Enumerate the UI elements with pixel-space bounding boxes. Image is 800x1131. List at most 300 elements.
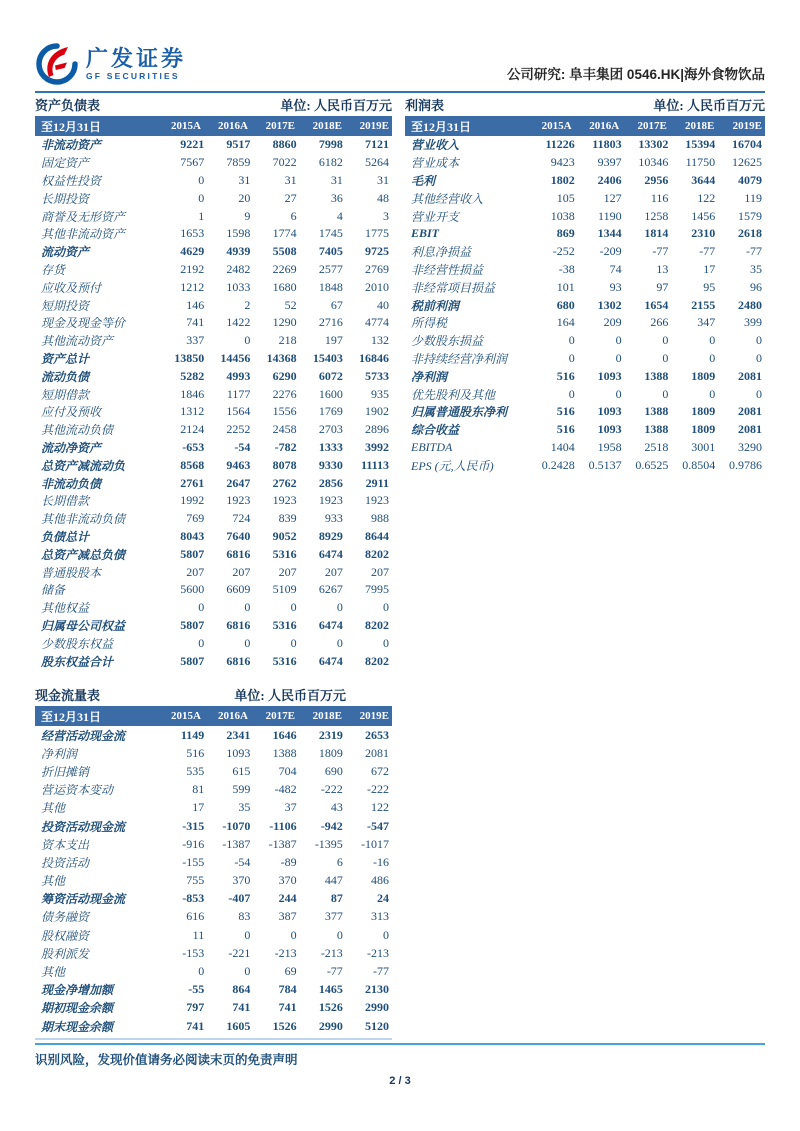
- cell-value: -222: [320, 782, 343, 797]
- cell-value: 1802: [550, 172, 575, 187]
- table-row: [35, 762, 392, 780]
- cell-value: 6474: [318, 653, 343, 668]
- cell-value: 0: [198, 635, 205, 650]
- row-label: 其他权益: [41, 601, 90, 616]
- cell-value: 1038: [550, 208, 575, 223]
- cell-value: -213: [274, 945, 297, 960]
- cell-value: 1745: [318, 226, 343, 241]
- table-row: [405, 350, 765, 368]
- table-title-row: [35, 686, 392, 706]
- cell-value: 83: [238, 909, 251, 924]
- table-row: [35, 510, 392, 528]
- cell-value: 0: [662, 386, 669, 401]
- cell-value: 2124: [180, 422, 205, 437]
- cell-value: 20: [238, 190, 251, 205]
- cell-value: 6: [336, 854, 343, 869]
- table-row: [405, 367, 765, 385]
- row-label: EBIT: [411, 226, 440, 241]
- cell-value: 1809: [691, 404, 716, 419]
- cell-value: -77: [699, 244, 716, 259]
- cell-value: -77: [745, 244, 762, 259]
- cell-value: 27: [284, 190, 297, 205]
- cell-value: 5733: [365, 368, 390, 383]
- cell-value: 48: [377, 190, 390, 205]
- cell-value: 101: [556, 279, 575, 294]
- cell-value: 8568: [180, 457, 205, 472]
- cell-value: 31: [238, 172, 251, 187]
- cell-value: 9725: [365, 244, 390, 259]
- cell-value: 207: [186, 564, 205, 579]
- cell-value: 1958: [597, 439, 622, 454]
- cell-value: 10346: [638, 155, 669, 170]
- cell-value: 2518: [644, 439, 669, 454]
- cell-value: 8860: [272, 137, 297, 152]
- cell-value: 4079: [737, 172, 762, 187]
- table-row: [405, 278, 765, 296]
- cell-value: -482: [274, 782, 297, 797]
- row-label: 归属普通股东净利: [411, 405, 508, 420]
- cell-value: 0.8504: [682, 457, 716, 472]
- row-label: 流动资产: [41, 245, 90, 260]
- cell-value: 2911: [365, 475, 390, 490]
- table-row: [35, 652, 392, 670]
- cell-value: -1070: [222, 818, 251, 833]
- row-label: 其他非流动资产: [41, 227, 126, 242]
- row-label: 非流动资产: [41, 138, 102, 153]
- cell-value: 1465: [318, 982, 343, 997]
- cell-value: 4629: [180, 244, 205, 259]
- cell-value: 7121: [365, 137, 390, 152]
- cell-value: 5508: [272, 244, 297, 259]
- cell-value: 2653: [365, 727, 390, 742]
- row-label: 折旧摊销: [41, 764, 90, 779]
- cell-value: 1212: [180, 279, 205, 294]
- cell-value: 4774: [365, 315, 390, 330]
- cell-value: 2647: [226, 475, 251, 490]
- table-row: [35, 439, 392, 457]
- cell-value: 6267: [318, 582, 343, 597]
- cell-value: 9052: [272, 528, 297, 543]
- cell-value: 52: [284, 297, 297, 312]
- cell-value: 690: [324, 763, 343, 778]
- row-label: 应收及预付: [41, 280, 102, 295]
- header-year: 2019E: [359, 120, 389, 132]
- cell-value: 516: [556, 422, 575, 437]
- cell-value: 69: [284, 964, 297, 979]
- table-row: [405, 385, 765, 403]
- row-label: 少数股东权益: [41, 636, 114, 651]
- cell-value: 5600: [180, 582, 205, 597]
- cell-value: 9517: [226, 137, 251, 152]
- cell-value: 769: [186, 511, 205, 526]
- cell-value: 6816: [226, 653, 251, 668]
- row-label: 流动净资产: [41, 440, 102, 455]
- cell-value: -942: [320, 818, 343, 833]
- row-label: 净利润: [41, 746, 78, 761]
- table-header-row: [35, 116, 392, 136]
- cell-value: 5120: [365, 1018, 390, 1033]
- cell-value: 347: [697, 315, 716, 330]
- table-row: [35, 817, 392, 835]
- cell-value: 6474: [318, 617, 343, 632]
- cell-value: 40: [377, 297, 390, 312]
- cell-value: 0: [244, 635, 251, 650]
- cell-value: -38: [558, 261, 575, 276]
- cell-value: 1388: [644, 368, 669, 383]
- cell-value: 1258: [644, 208, 669, 223]
- row-label: 资产总计: [41, 351, 90, 366]
- cell-value: -315: [182, 818, 205, 833]
- table-row: [35, 154, 392, 172]
- cell-value: 2252: [226, 422, 251, 437]
- cell-value: 17: [192, 800, 205, 815]
- cell-value: 1846: [180, 386, 205, 401]
- cell-value: 1302: [597, 297, 622, 312]
- cell-value: 1526: [318, 1000, 343, 1015]
- cell-value: 1404: [550, 439, 575, 454]
- cell-value: 2716: [318, 315, 343, 330]
- brand-name: [86, 47, 186, 81]
- row-label: 其他非流动负债: [41, 512, 126, 527]
- cell-value: 11: [192, 927, 205, 942]
- cell-value: 2618: [737, 226, 762, 241]
- cell-value: 0: [244, 333, 251, 348]
- page-header: [35, 42, 765, 93]
- cell-value: 2: [244, 297, 251, 312]
- cell-value: 741: [278, 1000, 297, 1015]
- cell-value: 1: [198, 208, 205, 223]
- cell-value: 1033: [226, 279, 251, 294]
- row-label: 其他流动负债: [41, 423, 114, 438]
- cell-value: 516: [556, 404, 575, 419]
- header-year: 2015A: [541, 120, 572, 132]
- cell-value: 1526: [272, 1018, 297, 1033]
- table-header-row: [405, 116, 765, 136]
- cell-value: 0: [198, 964, 205, 979]
- table-row: [405, 332, 765, 350]
- cell-value: 0: [755, 333, 762, 348]
- cell-value: -77: [652, 244, 669, 259]
- row-label: 存货: [41, 262, 66, 277]
- cell-value: 14368: [266, 350, 297, 365]
- cell-value: 1093: [597, 422, 622, 437]
- row-label: 毛利: [411, 173, 436, 188]
- cell-value: 146: [186, 297, 205, 312]
- cell-value: -77: [373, 964, 390, 979]
- cell-value: 7640: [226, 528, 251, 543]
- cell-value: 43: [330, 800, 343, 815]
- cell-value: 615: [232, 763, 251, 778]
- row-label: 其他: [41, 874, 66, 889]
- cell-value: 741: [232, 1000, 251, 1015]
- cell-value: 0.5137: [588, 457, 622, 472]
- table-row: [35, 385, 392, 403]
- cell-value: 1653: [180, 226, 205, 241]
- table-row: [35, 908, 392, 926]
- cell-value: 1646: [272, 727, 297, 742]
- table-row: [35, 261, 392, 279]
- cell-value: 0: [244, 600, 251, 615]
- cell-value: 15394: [685, 137, 716, 152]
- row-label: 期初现金余额: [41, 1001, 114, 1016]
- cell-value: 0: [290, 635, 297, 650]
- cell-value: 67: [330, 297, 343, 312]
- table-row: [405, 207, 765, 225]
- header-year: 2018E: [312, 710, 342, 722]
- cell-value: 132: [371, 333, 390, 348]
- cell-value: 11226: [545, 137, 575, 152]
- cell-value: 5282: [180, 368, 205, 383]
- table-row: [35, 225, 392, 243]
- table-row: [35, 545, 392, 563]
- cell-value: 869: [556, 226, 575, 241]
- cell-value: 2081: [365, 745, 390, 760]
- cell-value: 122: [697, 190, 716, 205]
- table-row: [35, 726, 392, 744]
- row-label: 所得税: [411, 316, 448, 331]
- row-label: 债务融资: [41, 910, 90, 925]
- table-row: [405, 225, 765, 243]
- table-row: [35, 872, 392, 890]
- row-label: EBITDA: [411, 439, 453, 454]
- cell-value: 1774: [272, 226, 297, 241]
- cell-value: 7567: [180, 155, 205, 170]
- table-row: [405, 154, 765, 172]
- cell-value: 1564: [226, 404, 251, 419]
- cell-value: 15403: [312, 350, 343, 365]
- table-body: [405, 136, 765, 474]
- cell-value: 377: [324, 909, 343, 924]
- table-row: [35, 853, 392, 871]
- cell-value: 16704: [731, 137, 762, 152]
- cell-value: 6290: [272, 368, 297, 383]
- cell-value: 0: [755, 386, 762, 401]
- table-row: [405, 136, 765, 154]
- cell-value: 935: [371, 386, 390, 401]
- cell-value: 116: [650, 190, 669, 205]
- table-row: [35, 332, 392, 350]
- cell-value: 2769: [365, 261, 390, 276]
- header-year: 2017E: [265, 120, 295, 132]
- table-row: [35, 999, 392, 1017]
- table-row: [35, 890, 392, 908]
- cell-value: 1814: [644, 226, 669, 241]
- row-label: 营业开支: [411, 209, 460, 224]
- cell-value: 35: [238, 800, 251, 815]
- cell-value: 2010: [365, 279, 390, 294]
- cell-value: 755: [186, 873, 205, 888]
- table-row: [35, 367, 392, 385]
- cell-value: 4: [336, 208, 343, 223]
- cell-value: 0: [568, 386, 575, 401]
- row-label: 固定资产: [41, 156, 90, 171]
- cell-value: -153: [182, 945, 205, 960]
- table-row: [35, 1017, 392, 1035]
- cell-value: 2319: [318, 727, 343, 742]
- table-row: [35, 456, 392, 474]
- cell-value: 1149: [180, 727, 205, 742]
- cell-value: 207: [232, 564, 251, 579]
- row-label: 筹资活动现金流: [41, 892, 126, 907]
- row-label: 非流动负债: [41, 476, 102, 491]
- row-label: 其他流动资产: [41, 334, 114, 349]
- cell-value: -252: [552, 244, 575, 259]
- cell-value: 17: [703, 261, 716, 276]
- cell-value: 0: [709, 386, 716, 401]
- cell-value: 0: [244, 964, 251, 979]
- cell-value: 105: [556, 190, 575, 205]
- cell-value: 1556: [272, 404, 297, 419]
- cell-value: 0: [662, 333, 669, 348]
- cell-value: 8202: [365, 546, 390, 561]
- cell-value: 81: [192, 782, 205, 797]
- cell-value: 1680: [272, 279, 297, 294]
- cell-value: 164: [556, 315, 575, 330]
- cell-value: -1106: [269, 818, 297, 833]
- cell-value: 1769: [318, 404, 343, 419]
- income-statement-table: [405, 96, 765, 670]
- table-title: 利润表: [405, 98, 445, 113]
- row-label: 经营活动现金流: [41, 728, 126, 743]
- table-title-row: [405, 96, 765, 116]
- cell-value: -54: [234, 439, 251, 454]
- cell-value: -222: [367, 782, 390, 797]
- cell-value: 535: [186, 763, 205, 778]
- cell-value: 6474: [318, 546, 343, 561]
- table-row: [35, 421, 392, 439]
- cell-value: 599: [232, 782, 251, 797]
- cell-value: 5109: [272, 582, 297, 597]
- cell-value: 1923: [365, 493, 390, 508]
- cell-value: 244: [278, 891, 297, 906]
- cell-value: 0: [383, 600, 390, 615]
- row-label: 营业成本: [411, 156, 460, 171]
- cell-value: 13302: [638, 137, 669, 152]
- cell-value: 1344: [597, 226, 622, 241]
- cell-value: 8043: [180, 528, 205, 543]
- row-label: 普通股股本: [41, 565, 102, 580]
- cell-value: 839: [278, 511, 297, 526]
- cell-value: 2155: [691, 297, 716, 312]
- header-year: 2016A: [218, 120, 248, 132]
- row-label: 股利派发: [41, 946, 90, 961]
- cell-value: 9463: [226, 457, 251, 472]
- cell-value: 2577: [318, 261, 343, 276]
- cell-value: 1809: [691, 422, 716, 437]
- top-tables-row: [35, 96, 765, 670]
- cell-value: 1848: [318, 279, 343, 294]
- cell-value: 797: [186, 1000, 205, 1015]
- cell-value: -916: [182, 836, 205, 851]
- cell-value: 399: [743, 315, 762, 330]
- header-date-label: 至12月31日: [41, 119, 102, 134]
- cell-value: 4939: [226, 244, 251, 259]
- cell-value: -1395: [314, 836, 343, 851]
- table-row: [35, 189, 392, 207]
- cell-value: 0: [383, 635, 390, 650]
- cell-value: 516: [556, 368, 575, 383]
- cell-value: 12625: [731, 155, 762, 170]
- cell-value: 2081: [737, 404, 762, 419]
- table-row: [35, 207, 392, 225]
- row-label: 非经营性损益: [411, 262, 484, 277]
- cell-value: -209: [599, 244, 622, 259]
- cell-value: 0: [615, 350, 622, 365]
- cell-value: 5807: [180, 546, 205, 561]
- row-label: 营运资本变动: [41, 783, 114, 798]
- cell-value: 9330: [318, 457, 343, 472]
- table-row: [35, 835, 392, 853]
- cell-value: 0: [336, 927, 343, 942]
- cell-value: 1923: [272, 493, 297, 508]
- cell-value: 87: [330, 891, 343, 906]
- cell-value: 0: [198, 600, 205, 615]
- table-row: [35, 781, 392, 799]
- table-row: [35, 243, 392, 261]
- cell-value: 74: [609, 261, 622, 276]
- cell-value: 97: [656, 279, 669, 294]
- row-label: 股权融资: [41, 928, 90, 943]
- cell-value: 9: [244, 208, 251, 223]
- table-row: [35, 172, 392, 190]
- cell-value: 337: [186, 333, 205, 348]
- cell-value: 5264: [365, 155, 390, 170]
- cell-value: 0.2428: [541, 457, 575, 472]
- header-date-label: 至12月31日: [41, 709, 102, 724]
- cell-value: 3644: [691, 172, 716, 187]
- cell-value: 313: [371, 909, 390, 924]
- cell-value: 8929: [318, 528, 343, 543]
- cell-value: 0: [244, 927, 251, 942]
- table-row: [405, 243, 765, 261]
- row-label: 非持续经营净利润: [411, 351, 508, 366]
- cell-value: 2856: [318, 475, 343, 490]
- row-label: 投资活动: [41, 855, 90, 870]
- cell-value: 0: [568, 350, 575, 365]
- cell-value: -1387: [222, 836, 251, 851]
- table-row: [405, 189, 765, 207]
- table-row: [35, 599, 392, 617]
- cell-value: -853: [182, 891, 205, 906]
- gf-logo: [35, 42, 186, 86]
- cell-value: 122: [371, 800, 390, 815]
- table-row: [405, 314, 765, 332]
- table-title: 现金流量表: [35, 688, 101, 703]
- row-label: 税前利润: [411, 298, 460, 313]
- cell-value: 741: [186, 1018, 205, 1033]
- row-label: 商誉及无形资产: [41, 209, 126, 224]
- cell-value: 3001: [691, 439, 716, 454]
- row-label: 少数股东损益: [411, 334, 484, 349]
- research-header: 公司研究: 阜丰集团 0546.HK|海外食物饮品: [506, 67, 765, 82]
- cell-value: 13850: [174, 350, 205, 365]
- cell-value: 31: [284, 172, 297, 187]
- cell-value: 9221: [180, 137, 205, 152]
- cell-value: 2480: [737, 297, 762, 312]
- cell-value: 36: [330, 190, 343, 205]
- cell-value: 14456: [220, 350, 251, 365]
- row-label: 短期投资: [41, 298, 90, 313]
- cell-value: 4993: [226, 368, 251, 383]
- table-body: [35, 136, 392, 670]
- row-label: 资本支出: [41, 837, 90, 852]
- cell-value: 2956: [644, 172, 669, 187]
- cell-value: 2458: [272, 422, 297, 437]
- cell-value: 1388: [644, 422, 669, 437]
- cell-value: 0.9786: [728, 457, 762, 472]
- cell-value: 8202: [365, 653, 390, 668]
- table-row: [35, 314, 392, 332]
